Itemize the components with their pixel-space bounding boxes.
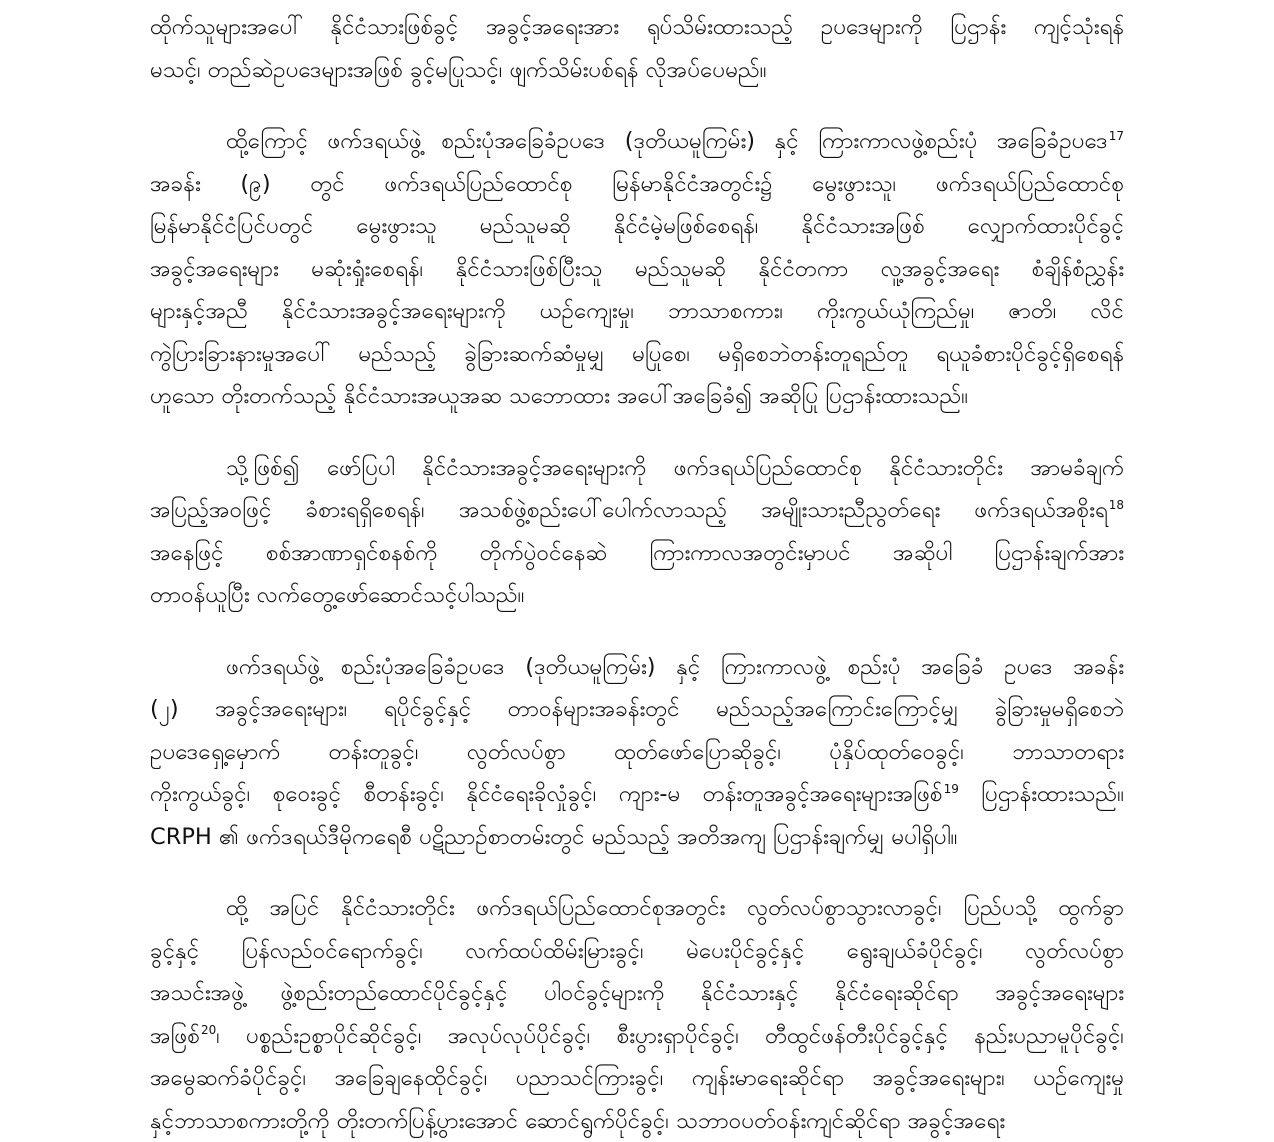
line-text: ဖက်ဒရယ်ဖွဲ့ စည်းပုံအခြေခံဥပဒေ (ဒုတိယမူကြမ်း) နှင့် ကြားကာလဖွဲ့ စည်းပုံ အခြေခံ ဥပဒေ အခန်း [226,654,1124,680]
text-line [150,120,1124,163]
line-text: ထိုက်သူများအပေါ် နိုင်ငံသားဖြစ်ခွင့် အခွင့်အရေးအား ရုပ်သိမ်းထားသည့် ဥပဒေများကို ပြဌာန်း ကျင့်သုံးရန် [150,14,1124,40]
text-line [150,1057,1124,1100]
text-line [150,49,1124,92]
text-line [150,646,1124,689]
text-line [150,333,1124,376]
line-text: ကွဲပြားခြားနားမှုအပေါ် မည်သည့် ခွဲခြားဆက်ဆံမှုမျှ မပြုစေ၊ မရှိစေဘဲတန်းတူရည်တူ ရယူခံစားပိုင်ခွင့်ရှိစေရန် [150,341,1124,367]
footnote-marker[interactable]: 20 [201,1023,216,1037]
text-line [150,163,1124,206]
text-line [150,731,1124,774]
line-text: ခွင့်နှင့် ပြန်လည်ဝင်ရောက်ခွင့်၊ လက်ထပ်ထိမ်းမြားခွင့်၊ မဲပေးပိုင်ခွင့်နှင့် ရွေးချယ်ခံပိုင်ခွင့်၊ လွတ်လပ်စွာ [150,938,1124,964]
paragraph [150,646,1124,859]
text-line [150,489,1124,532]
line-text: များနှင့်အညီ နိုင်ငံသားအခွင့်အရေးများကို ယဉ်ကျေးမှု၊ ဘာသာစကား၊ ကိုးကွယ်ယုံကြည်မှု၊ ဇာတိ၊ လိင် [150,298,1124,324]
line-text: အပြည့်အဝဖြင့် ခံစားရရှိစေရန်၊ အသစ်ဖွဲ့စည်းပေါ်ပေါက်လာသည့် အမျိုးသားညီညွတ်ရေး ဖက်ဒရယ်အစိုးရ [150,497,1108,523]
text-line [150,972,1124,1015]
text-line [150,375,1124,418]
footnote-marker[interactable]: 18 [1109,498,1124,512]
text-line [150,532,1124,575]
line-text-tail: ပြဌာန်းထားသည်။ [959,781,1124,807]
text-line [150,930,1124,973]
line-text: အမွေဆက်ခံပိုင်ခွင့်၊ အခြေချနေထိုင်ခွင့်၊ ပညာသင်ကြားခွင့်၊ ကျန်းမာရေးဆိုင်ရာ အခွင့်အရေးများ၊ ယဉ်ကျေးမှု [150,1065,1124,1091]
footnote-marker[interactable]: 17 [1109,129,1124,143]
line-text: ဟူသော တိုးတက်သည့် နိုင်ငံသားအယူအဆ သဘောထား အပေါ်အခြေခံ၍ အဆိုပြု ပြဌာန်းထားသည်။ [150,383,968,409]
footnote-marker[interactable]: 19 [944,782,959,796]
text-line [150,248,1124,291]
text-line [150,205,1124,248]
line-text: ဥပဒေရှေ့မှောက် တန်းတူခွင့်၊ လွတ်လပ်စွာ ထုတ်ဖော်ပြောဆိုခွင့်၊ ပုံနှိပ်ထုတ်ဝေခွင့်၊ ဘာသာတရား [150,739,1124,765]
text-line [150,6,1124,49]
text-line [150,1015,1124,1058]
line-text: မသင့်၊ တည်ဆဲဥပဒေများအဖြစ် ခွင့်မပြုသင့်၊ ဖျက်သိမ်းပစ်ရန် လိုအပ်ပေမည်။ [150,57,767,83]
text-line [150,887,1124,930]
line-text: ကိုးကွယ်ခွင့်၊ စုဝေးခွင့် စီတန်းခွင့်၊ နိုင်ငံရေးခိုလှုံခွင့်၊ ကျား-မ တန်းတူအခွင့်အရေးများအဖြစ် [150,781,943,807]
line-text: အဖြစ် [150,1023,200,1049]
line-text: တာဝန်ယူပြီး လက်တွေ့ဖော်ဆောင်သင့်ပါသည်။ [150,582,524,608]
line-text: ထို့ အပြင် နိုင်ငံသားတိုင်း ဖက်ဒရယ်ပြည်ထောင်စုအတွင်း လွတ်လပ်စွာသွားလာခွင့်၊ ပြည်ပသို့ ထွက်ခွာ [226,895,1124,921]
text-line [150,816,1124,859]
text-line [150,1100,1124,1142]
line-text: နှင့်ဘာသာစကားတို့ကို တိုးတက်ပြန့်ပွားအောင် ဆောင်ရွက်ပိုင်ခွင့်၊ သဘာဝပတ်ဝန်းကျင်ဆိုင်ရာ အခွင့်အရေး [150,1108,1005,1134]
line-text: CRPH ၏ ဖက်ဒရယ်ဒီမိုကရေစီ ပဋိညာဉ်စာတမ်းတွင် မည်သည့် အတိအကျ ပြဌာန်းချက်မျှ မပါရှိပါ။ [150,824,957,850]
line-text-tail: ၊ ပစ္စည်းဥစ္စာပိုင်ဆိုင်ခွင့်၊ အလုပ်လုပ်ပိုင်ခွင့်၊ စီးပွားရှာပိုင်ခွင့်၊ တီထွင်ဖန်တီးပိုင်ခွင့်နှင့် နည်းပညာမူပိုင်ခွင့်၊ [216,1023,1124,1049]
text-line [150,574,1124,617]
line-text: သို့ဖြစ်၍ ဖော်ပြပါ နိုင်ငံသားအခွင့်အရေးများကို ဖက်ဒရယ်ပြည်ထောင်စု နိုင်ငံသားတိုင်း အာမခံချက် [226,455,1124,481]
line-text: အသင်းအဖွဲ့ ဖွဲ့စည်းတည်ထောင်ပိုင်ခွင့်နှင့် ပါဝင်ခွင့်များကို နိုင်ငံသားနှင့် နိုင်ငံရေးဆိုင်ရာ အခွင့်အရေးများ [150,980,1124,1006]
paragraph [150,887,1124,1142]
text-line [150,688,1124,731]
line-text: အခွင့်အရေးများ မဆုံးရှုံးစေရန်၊ နိုင်ငံသားဖြစ်ပြီးသူ မည်သူမဆို နိုင်ငံတကာ လူ့အခွင့်အရေး စံချိန်စံညွှန်း [150,256,1124,282]
line-text: အခန်း (၉) တွင် ဖက်ဒရယ်ပြည်ထောင်စု မြန်မာနိုင်ငံအတွင်း၌ မွေးဖွားသူ၊ ဖက်ဒရယ်ပြည်ထောင်စု [150,171,1124,197]
line-text: (၂) အခွင့်အရေးများ၊ ရပိုင်ခွင့်နှင့် တာဝန်များအခန်းတွင် မည်သည့်အကြောင်းကြောင့်မျှ ခွဲခြားမှုမရှိစေဘဲ [150,696,1124,722]
text-line [150,447,1124,490]
paragraph [150,120,1124,418]
text-line [150,290,1124,333]
text-line [150,773,1124,816]
line-text: မြန်မာနိုင်ငံပြင်ပတွင် မွေးဖွားသူ မည်သူမဆို နိုင်ငံမဲ့မဖြစ်စေရန်၊ နိုင်ငံသားအဖြစ် လျှောက်ထားပိုင်ခွင့် [150,213,1124,239]
paragraph [150,6,1124,91]
line-text: ထို့ကြောင့် ဖက်ဒရယ်ဖွဲ့ စည်းပုံအခြေခံဥပဒေ (ဒုတိယမူကြမ်း) နှင့် ကြားကာလဖွဲ့စည်းပုံ အခြေခံဥပဒေ [226,128,1108,154]
paragraph [150,447,1124,617]
line-text: အနေဖြင့် စစ်အာဏာရှင်စနစ်ကို တိုက်ပွဲဝင်နေဆဲ ကြားကာလအတွင်းမှာပင် အဆိုပါ ပြဌာန်းချက်အား [150,540,1124,566]
